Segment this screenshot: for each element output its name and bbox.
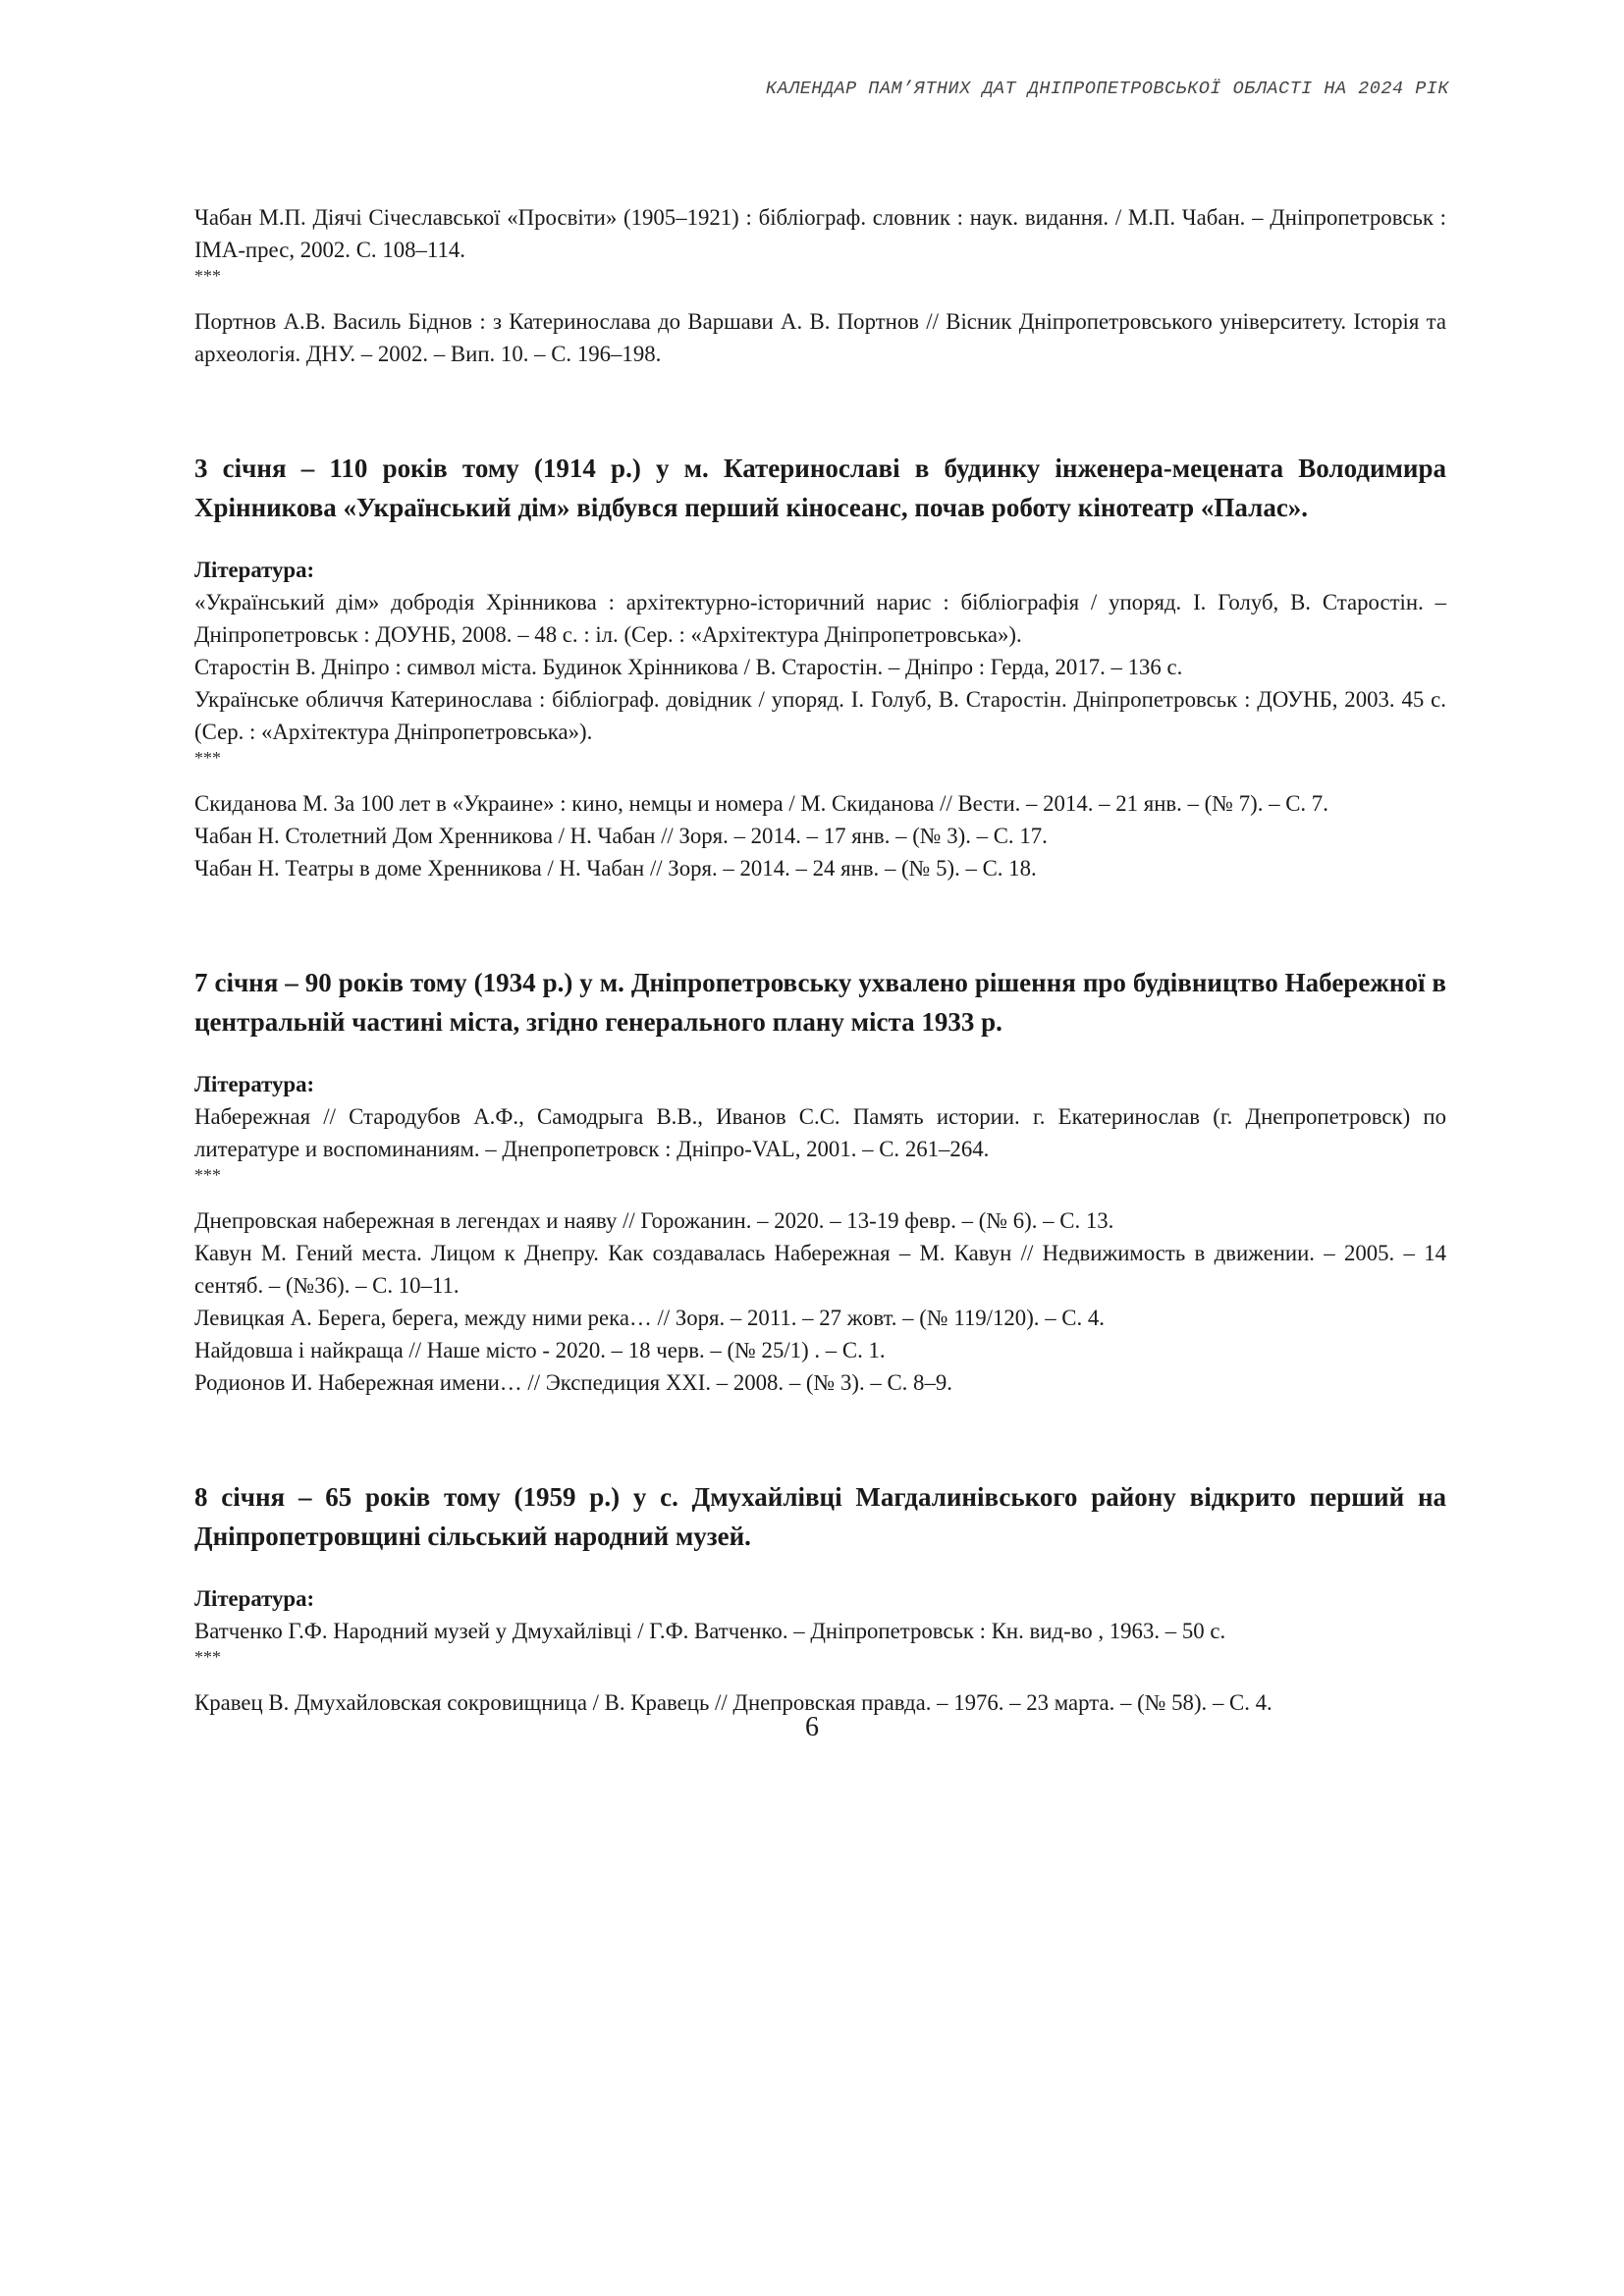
bibliography-entry: Кавун М. Гений места. Лицом к Днепру. Как создавалась Набережная – М. Кавун // Недвижимость в движении. – 2005. – 14 сентяб. – (№36). – С. 10–11. (194, 1241, 1446, 1298)
bibliography-entry: Левицкая А. Берега, берега, между ними река… // Зоря. – 2011. – 27 жовт. – (№ 119/120). – С. 4. (194, 1306, 1105, 1330)
bibliography-entry: Найдовша і найкраща // Наше місто - 2020. – 18 черв. – (№ 25/1) . – С. 1. (194, 1338, 886, 1362)
event-section (194, 963, 1446, 1399)
separator: *** (194, 748, 221, 768)
bibliography-entry: Родионов И. Набережная имени… // Экспедиция XXI. – 2008. – (№ 3). – С. 8–9. (194, 1370, 952, 1395)
running-header: КАЛЕНДАР ПАМ’ЯТНИХ ДАТ ДНІПРОПЕТРОВСЬКОЇ ОБЛАСТІ НА 2024 РІК (765, 79, 1449, 99)
event-title: 3 січня – 110 років тому (1914 р.) у м. Катеринославі в будинку інженера-мецената Володимира Хрінникова «Український дім» відбувся перший кіносеанс, почав роботу кінотеатр «Палас». (194, 454, 1446, 522)
bibliography-entry: Чабан М.П. Діячі Січеславської «Просвіти» (1905–1921) : бібліограф. словник : наук. видання. / М.П. Чабан. – Дніпропетровськ : ІМА-прес, 2002. С. 108–114. (194, 205, 1446, 262)
bibliography-entry: Днепровская набережная в легендах и наяву // Горожанин. – 2020. – 13-19 февр. – (№ 6). – С. 13. (194, 1208, 1114, 1233)
literature-label: Література: (194, 1072, 315, 1096)
bibliography-entry: «Український дім» добродія Хрінникова : архітектурно-історичний нарис : бібліографія / упоряд. І. Голуб, В. Старостін. – Дніпропетровськ : ДОУНБ, 2008. – 48 с. : іл. (Сер. : «Архітектура Дніпропетровська»). (194, 590, 1446, 647)
page-content (194, 201, 1446, 1719)
bibliography-entry: Українське обличчя Катеринослава : бібліограф. довідник / упоряд. І. Голуб, В. Старостін. Дніпропетровськ : ДОУНБ, 2003. 45 с. (Сер. : «Архітектура Дніпропетровська»). (194, 687, 1446, 744)
literature-label: Література: (194, 1586, 315, 1611)
bibliography-entry: Старостін В. Дніпро : символ міста. Будинок Хрінникова / В. Старостін. – Дніпро : Герда, 2017. – 136 с. (194, 655, 1183, 679)
separator: *** (194, 1165, 221, 1185)
literature-label: Література: (194, 558, 315, 582)
separator: *** (194, 266, 221, 286)
bibliography-entry: Чабан Н. Столетний Дом Хренникова / Н. Чабан // Зоря. – 2014. – 17 янв. – (№ 3). – С. 17. (194, 824, 1048, 848)
bibliography-entry: Кравец В. Дмухайловская сокровищница / В. Кравець // Днепровская правда. – 1976. – 23 марта. – (№ 58). – С. 4. (194, 1690, 1272, 1715)
bibliography-entry: Портнов А.В. Василь Біднов : з Катеринослава до Варшави А. В. Портнов // Вісник Дніпропетровського університету. Історія та археологія. ДНУ. – 2002. – Вип. 10. – С. 196–198. (194, 309, 1446, 366)
separator: *** (194, 1647, 221, 1667)
page-number: 6 (805, 1712, 819, 1742)
bibliography-entry: Скиданова М. За 100 лет в «Украине» : кино, немцы и номера / М. Скиданова // Вести. – 2014. – 21 янв. – (№ 7). – С. 7. (194, 791, 1328, 816)
bibliography-entry: Ватченко Г.Ф. Народний музей у Дмухайлівці / Г.Ф. Ватченко. – Дніпропетровськ : Кн. вид-во , 1963. – 50 с. (194, 1619, 1226, 1643)
event-section (194, 449, 1446, 884)
intro-block (194, 201, 1446, 370)
bibliography-entry: Набережная // Стародубов А.Ф., Самодрыга В.В., Иванов С.С. Память истории. г. Екатеринослав (г. Днепропетровск) по литературе и воспоминаниям. – Днепропетровск : Дніпро-VAL, 2001. – С. 261–264. (194, 1104, 1446, 1161)
event-section (194, 1477, 1446, 1719)
event-title: 7 січня – 90 років тому (1934 р.) у м. Дніпропетровську ухвалено рішення про будівництво Набережної в центральній частині міста, згідно генерального плану міста 1933 р. (194, 968, 1446, 1037)
bibliography-entry: Чабан Н. Театры в доме Хренникова / Н. Чабан // Зоря. – 2014. – 24 янв. – (№ 5). – С. 18. (194, 856, 1037, 881)
event-title: 8 січня – 65 років тому (1959 р.) у с. Дмухайлівці Магдалинівського району відкрито перший на Дніпропетровщині сільський народний музей. (194, 1482, 1446, 1551)
